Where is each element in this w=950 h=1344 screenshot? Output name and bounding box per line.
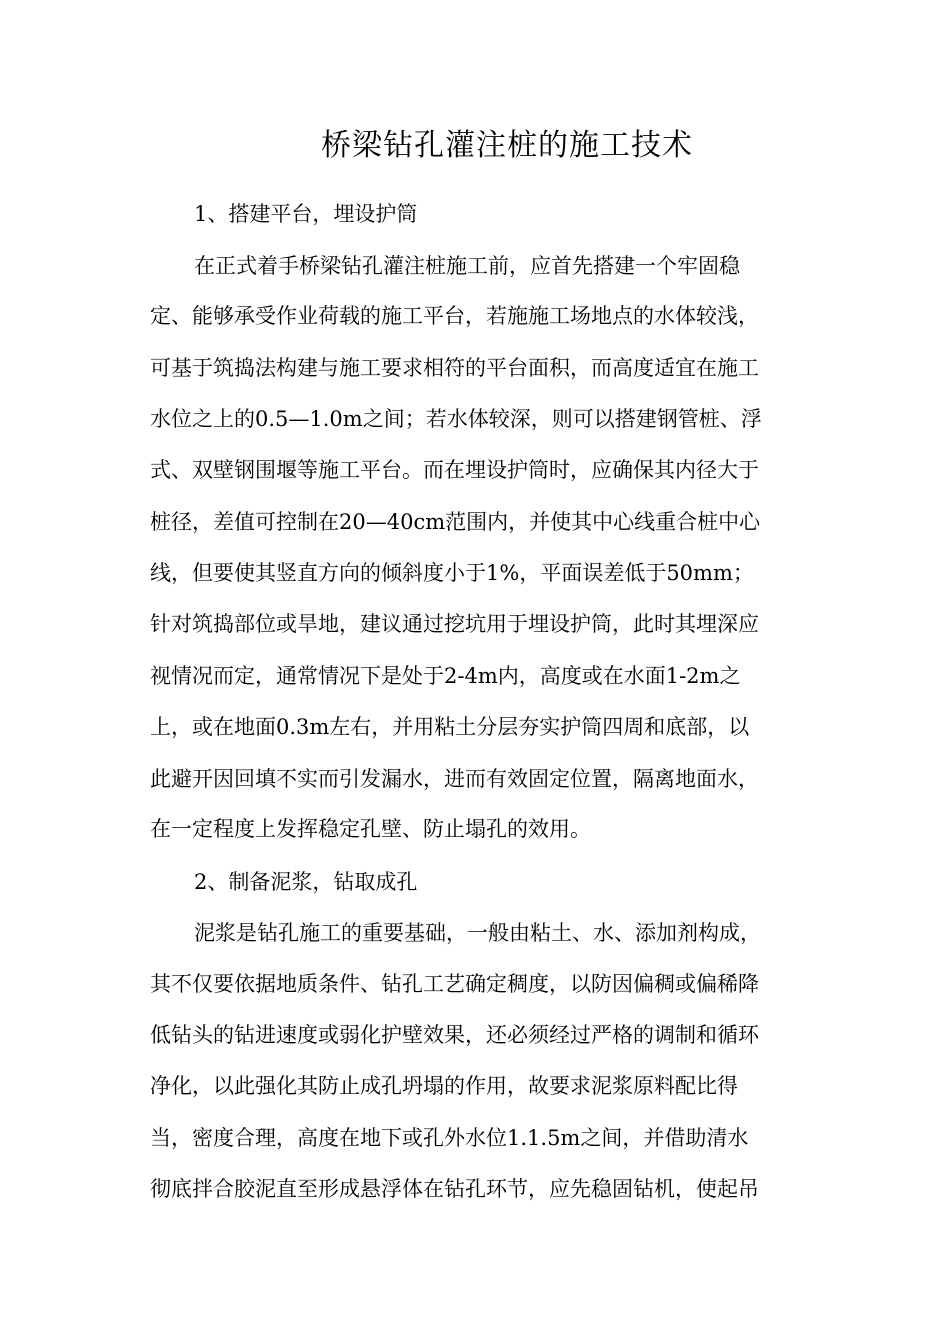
section-heading-2: 2、制备泥浆，钻取成孔 (194, 870, 418, 894)
document-title: 桥梁钻孔灌注桩的施工技术 (321, 128, 693, 163)
paragraph-line: 线，但要使其竖直方向的倾斜度小于1%，平面误差低于50mm； (150, 561, 754, 585)
paragraph-line: 净化，以此强化其防止成孔坍塌的作用，故要求泥浆原料配比得 (150, 1074, 738, 1098)
paragraph-line: 上，或在地面0.3m左右，并用粘土分层夯实护筒四周和底部，以 (150, 715, 750, 739)
paragraph-line: 视情况而定，通常情况下是处于2-4m内，高度或在水面1-2m之 (150, 664, 741, 688)
paragraph-line: 彻底拌合胶泥直至形成悬浮体在钻孔环节，应先稳固钻机，使起吊 (150, 1177, 759, 1201)
paragraph-line: 当，密度合理，高度在地下或孔外水位1.1.5m之间，并借助清水 (150, 1126, 749, 1150)
paragraph-line: 低钻头的钻进速度或弱化护壁效果，还必须经过严格的调制和循环 (150, 1023, 759, 1047)
paragraph-line: 此避开因回填不实而引发漏水，进而有效固定位置，隔离地面水， (150, 767, 759, 791)
paragraph-line: 针对筑捣部位或旱地，建议通过挖坑用于埋设护筒，此时其埋深应 (150, 612, 759, 636)
paragraph-line: 在一定程度上发挥稳定孔壁、防止塌孔的效用。 (150, 817, 591, 841)
paragraph-line: 在正式着手桥梁钻孔灌注桩施工前，应首先搭建一个牢固稳 (194, 254, 740, 278)
paragraph-line: 定、能够承受作业荷载的施工平台，若施施工场地点的水体较浅， (150, 304, 759, 328)
paragraph-line: 桩径，差值可控制在20—40cm范围内，并使其中心线重合桩中心 (150, 510, 761, 534)
paragraph-line: 其不仅要依据地质条件、钻孔工艺确定稠度，以防因偏稠或偏稀降 (150, 972, 759, 996)
paragraph-line: 泥浆是钻孔施工的重要基础，一般由粘土、水、添加剂构成， (194, 921, 761, 945)
paragraph-line: 可基于筑捣法构建与施工要求相符的平台面积，而高度适宜在施工 (150, 356, 759, 380)
paragraph-line: 式、双壁钢围堰等施工平台。而在埋设护筒时，应确保其内径大于 (150, 458, 759, 482)
paragraph-line: 水位之上的0.5—1.0m之间；若水体较深，则可以搭建钢管桩、浮 (150, 407, 762, 431)
section-heading-1: 1、搭建平台，埋设护筒 (194, 202, 418, 226)
